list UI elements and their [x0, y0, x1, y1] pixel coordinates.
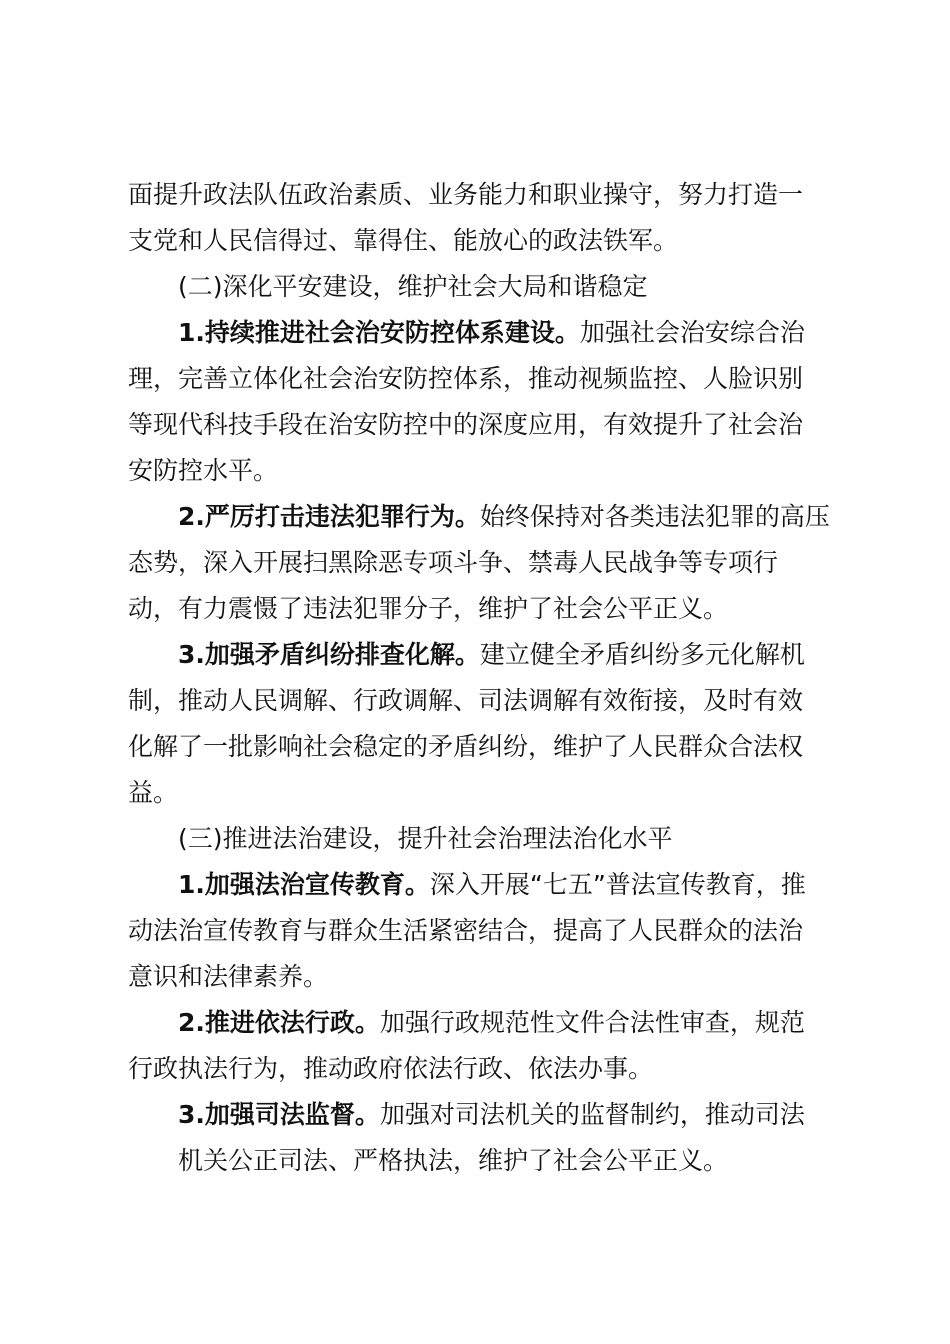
text-line: 建立健全矛盾纠纷多元化解机 — [479, 640, 805, 669]
text-line: 安防控水平。 — [128, 456, 279, 485]
item-title: 2.严厉打击违法犯罪行为。 — [178, 502, 480, 531]
text-line: 等现代科技手段在治安防控中的深度应用，有效提升了社会治 — [128, 410, 804, 439]
section-heading: (二)深化平安建设，维护社会大局和谐稳定 — [178, 272, 648, 301]
text-line: 制，推动人民调解、行政调解、司法调解有效衔接，及时有效 — [128, 686, 804, 715]
text-line: 化解了一批影响社会稳定的矛盾纠纷，维护了人民群众合法权 — [128, 732, 804, 761]
text-line: 支党和人民信得过、靠得住、能放心的政法铁军。 — [128, 226, 679, 255]
text-line: 加强社会治安综合治 — [579, 318, 805, 347]
text-line: 深入开展“七五”普法宣传教育，推 — [429, 870, 806, 899]
paragraph-first-line — [178, 638, 805, 672]
text-line: 加强对司法机关的监督制约，推动司法 — [379, 1100, 805, 1129]
paragraph-first-line — [178, 1006, 805, 1040]
text-line: 意识和法律素养。 — [128, 962, 329, 991]
paragraph-first-line — [178, 500, 830, 534]
item-title: 1.加强法治宣传教育。 — [178, 870, 430, 899]
item-title: 3.加强矛盾纠纷排查化解。 — [178, 640, 480, 669]
text-line: 行政执法行为，推动政府依法行政、依法办事。 — [128, 1054, 654, 1083]
item-title: 1.持续推进社会治安防控体系建设。 — [178, 318, 580, 347]
text-line: 态势，深入开展扫黑除恶专项斗争、禁毒人民战争等专项行 — [128, 548, 779, 577]
text-line: 始终保持对各类违法犯罪的高压 — [479, 502, 830, 531]
text-line: 加强行政规范性文件合法性审查，规范 — [379, 1008, 805, 1037]
section-heading: (三)推进法治建设，提升社会治理法治化水平 — [178, 824, 673, 853]
text-line: 理，完善立体化社会治安防控体系，推动视频监控、人脸识别 — [128, 364, 804, 393]
text-line: 动，有力震慑了违法犯罪分子，维护了社会公平正义。 — [128, 594, 729, 623]
text-line: 益。 — [128, 778, 179, 807]
item-title: 2.推进依法行政。 — [178, 1008, 380, 1037]
paragraph-first-line — [178, 316, 805, 350]
paragraph-first-line — [178, 1098, 805, 1132]
item-title: 3.加强司法监督。 — [178, 1100, 380, 1129]
text-line: 面提升政法队伍政治素质、业务能力和职业操守，努力打造一 — [128, 180, 804, 209]
text-line: 动法治宣传教育与群众生活紧密结合，提高了人民群众的法治 — [128, 916, 804, 945]
text-line: 机关公正司法、严格执法，维护了社会公平正义。 — [178, 1146, 729, 1175]
paragraph-first-line — [178, 868, 806, 902]
